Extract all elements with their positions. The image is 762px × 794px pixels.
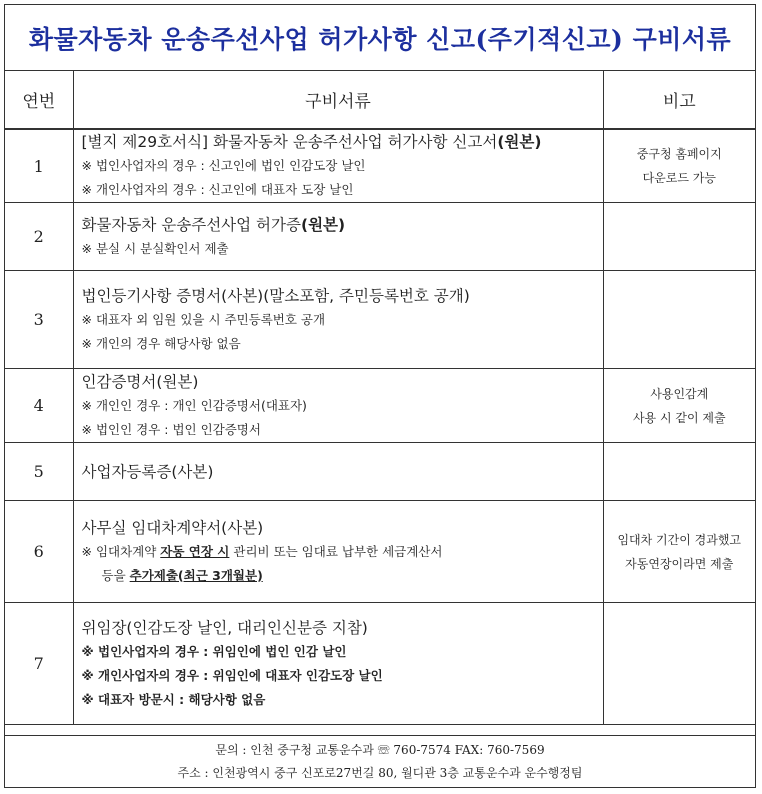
- document-main: [별지 제29호서식] 화물자동차 운송주선사업 허가사항 신고서(원본): [81, 133, 542, 151]
- document-note: ※ 분실 시 분실확인서 제출: [81, 240, 229, 256]
- document-note: ※ 개인인 경우 : 개인 인감증명서(대표자): [81, 397, 307, 413]
- contact-line: 문의 : 인천 중구청 교통운수과 ☏ 760-7574 FAX: 760-7569: [215, 743, 545, 757]
- row-documents: [73, 271, 603, 369]
- document-main: 사업자등록증(사본): [81, 462, 214, 481]
- header-note: 비고: [603, 71, 755, 129]
- document-main: 사무실 임대차계약서(사본): [81, 518, 264, 537]
- row-documents: [73, 369, 603, 443]
- row-remark: [603, 443, 755, 501]
- document-main: 화물자동차 운송주선사업 허가증(원본): [81, 215, 346, 234]
- document-note: ※ 개인사업자의 경우 : 신고인에 대표자 도장 날인: [81, 182, 354, 197]
- contact-footer: [5, 735, 755, 787]
- table-row-2: [5, 203, 755, 271]
- row-documents: [73, 501, 603, 603]
- row-number: 2: [5, 203, 73, 271]
- row-number: 6: [5, 501, 73, 603]
- document-note: ※ 법인인 경우 : 법인 인감증명서: [81, 421, 261, 437]
- row-remark: [603, 271, 755, 369]
- row-number: 4: [5, 369, 73, 443]
- row-remark: [603, 203, 755, 271]
- document-note: ※ 개인의 경우 해당사항 없음: [81, 335, 241, 351]
- document-note: ※ 대표자 방문시 : 해당사항 없음: [81, 691, 266, 707]
- row-documents: [73, 203, 603, 271]
- row-number: 1: [5, 129, 73, 203]
- document-note: ※ 법인사업자의 경우 : 신고인에 법인 인감도장 날인: [81, 158, 366, 173]
- table-row-5: [5, 443, 755, 501]
- document-note: ※ 임대차계약 자동 연장 시 관리비 또는 임대료 납부한 세금계산서: [81, 543, 443, 559]
- document-note: 등을 추가제출(최근 3개월분): [101, 567, 263, 583]
- row-remark: [603, 603, 755, 725]
- table-row-6: [5, 501, 755, 603]
- document-sheet: [4, 4, 756, 788]
- documents-table: [5, 71, 755, 725]
- row-documents: [73, 443, 603, 501]
- table-row-4: [5, 369, 755, 443]
- table-row-3: [5, 271, 755, 369]
- row-number: 5: [5, 443, 73, 501]
- address-line: 주소 : 인천광역시 중구 신포로27번길 80, 월디관 3층 교통운수과 운수행정팀: [177, 766, 583, 780]
- document-main: 위임장(인감도장 날인, 대리인신분증 지참): [81, 618, 368, 637]
- row-number: 7: [5, 603, 73, 725]
- header-docs: 구비서류: [73, 71, 603, 129]
- row-remark: 중구청 홈페이지 다운로드 가능: [603, 129, 755, 203]
- table-row-1: [5, 129, 755, 203]
- row-documents: [73, 603, 603, 725]
- document-main: 인감증명서(원본): [81, 372, 199, 391]
- document-title: 화물자동차 운송주선사업 허가사항 신고(주기적신고) 구비서류: [5, 5, 755, 71]
- document-note: ※ 법인사업자의 경우 : 위임인에 법인 인감 날인: [81, 643, 347, 659]
- row-number: 3: [5, 271, 73, 369]
- row-remark: 사용인감계 사용 시 같이 제출: [603, 369, 755, 443]
- document-main: 법인등기사항 증명서(사본)(말소포함, 주민등록번호 공개): [81, 286, 470, 305]
- header-no: 연번: [5, 71, 73, 129]
- table-row-7: [5, 603, 755, 725]
- table-header-row: [5, 71, 755, 129]
- row-documents: [73, 129, 603, 203]
- row-remark: 임대차 기간이 경과했고 자동연장이라면 제출: [603, 501, 755, 603]
- document-note: ※ 개인사업자의 경우 : 위임인에 대표자 인감도장 날인: [81, 667, 383, 683]
- document-note: ※ 대표자 외 임원 있을 시 주민등록번호 공개: [81, 311, 326, 327]
